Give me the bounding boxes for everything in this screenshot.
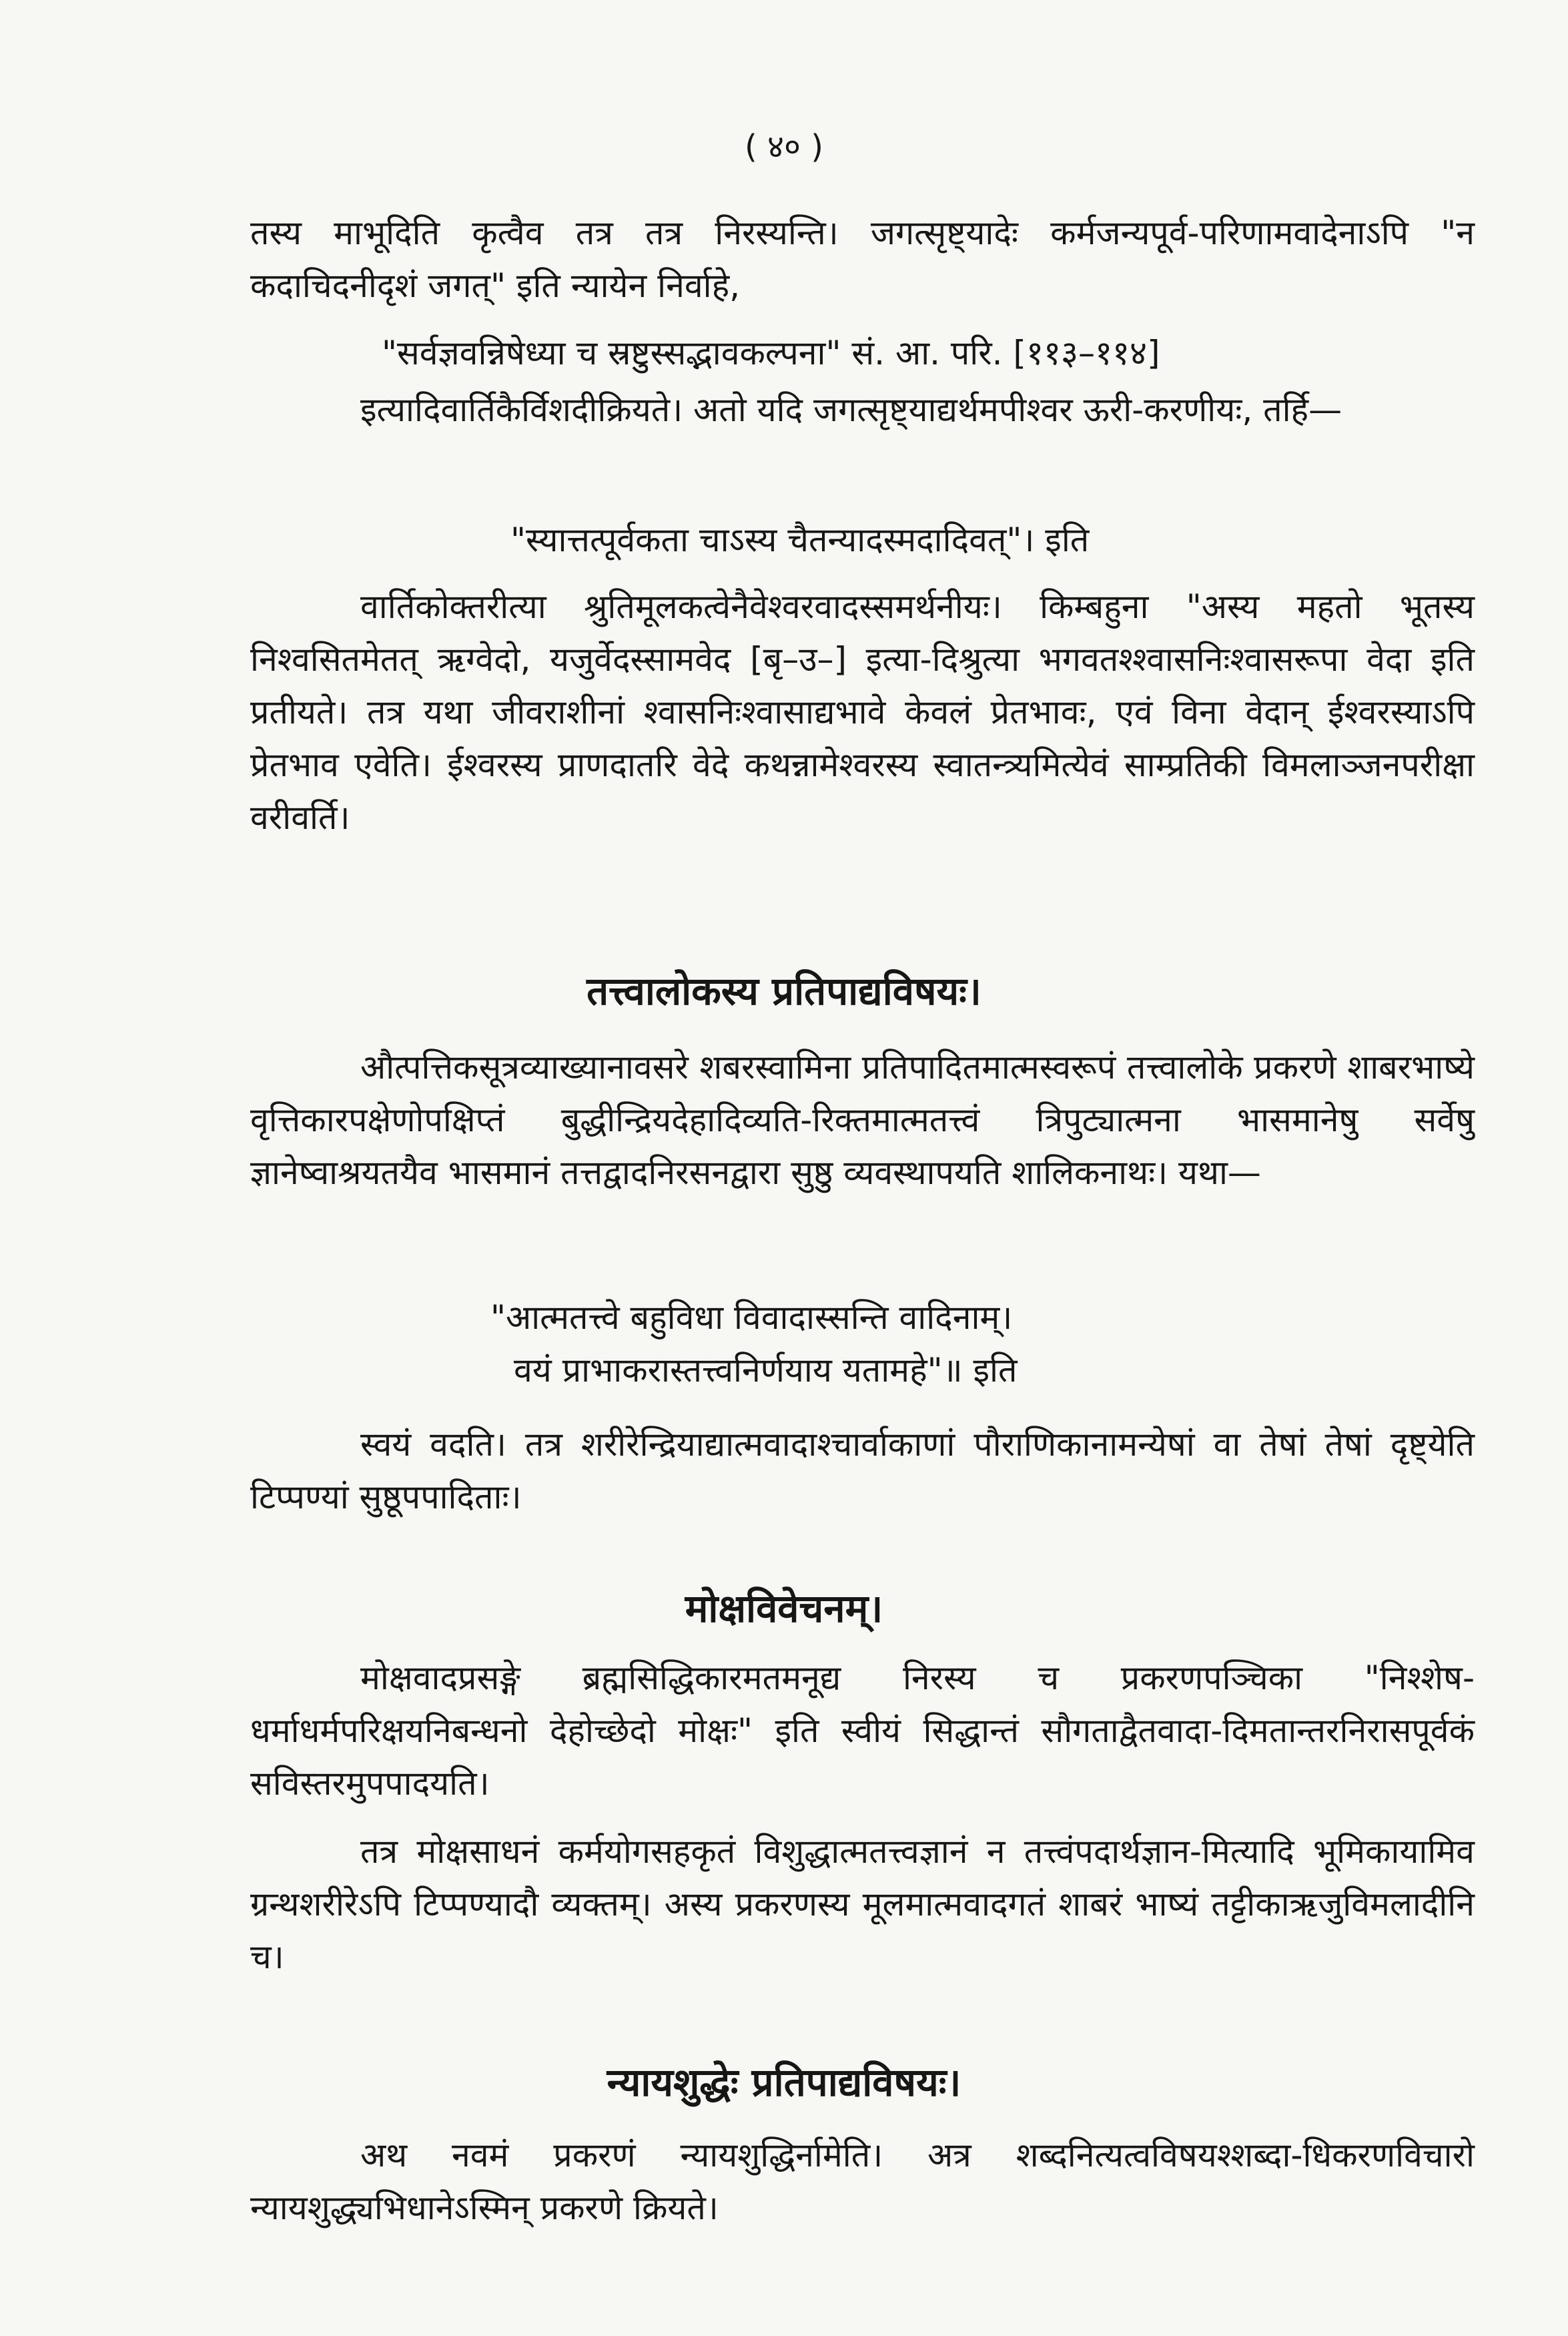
paragraph-5 bbox=[250, 1418, 1475, 1524]
paragraph-text: स्वयं वदति। तत्र शरीरेन्द्रियाद्यात्मवादाश्चार्वाकाणां पौराणिकानामन्येषां वा तेषां तेषां दृष्ट्येति टिप्पण्यां सुष्ठूपपादिताः। bbox=[250, 1425, 1475, 1516]
paragraph-3 bbox=[250, 581, 1475, 844]
paragraph-7 bbox=[250, 1825, 1475, 1984]
paragraph-1 bbox=[250, 207, 1475, 312]
paragraph-2 bbox=[250, 384, 1475, 436]
paragraph-8 bbox=[250, 2129, 1475, 2235]
paragraph-text: औत्पत्तिकसूत्रव्याख्यानावसरे शबरस्वामिना प्रतिपादितमात्मस्वरूपं तत्त्वालोके प्रकरणे शाबरभाष्ये वृत्तिकारपक्षेणोपक्षिप्तं बुद्धीन्द्रियदेहादिव्यति-रिक्तमात्मतत्त्वं त्रिपुट्यात्मना भासमानेषु सर्वेषु ज्ञानेष्वाश्रयतयैव भासमानं तत्तद्वादनिरसनद्वारा सुष्ठु व्यवस्थापयति शालिकनाथः। यथा— bbox=[250, 1048, 1475, 1192]
paragraph-text: मोक्षवादप्रसङ्गे ब्रह्मसिद्धिकारमतमनूद्य निरस्य च प्रकरणपञ्चिका "निश्शेष-धर्माधर्मपरिक्षयनिबन्धनो देहोच्छेदो मोक्षः" इति स्वीयं सिद्धान्तं सौगताद्वैतवादा-दिमतान्तरनिरासपूर्वकं सविस्तरमुपपादयति। bbox=[250, 1659, 1475, 1803]
section-heading-tattvaloka: तत्त्वालोकस्य प्रतिपाद्यविषयः। bbox=[586, 968, 982, 1014]
paragraph-text: तत्र मोक्षसाधनं कर्मयोगसहकृतं विशुद्धात्मतत्त्वज्ञानं न तत्त्वंपदार्थज्ञान-मित्यादि भूमिकायामिव ग्रन्थशरीरेऽपि टिप्पण्यादौ व्यक्तम्। अस्य प्रकरणस्य मूलमात्मवादगतं शाबरं भाष्यं तट्टीकाऋजुविमलादीनि च। bbox=[250, 1832, 1475, 1976]
section-heading-moksha: मोक्षविवेचनम्। bbox=[685, 1586, 883, 1631]
verse-line-1: "आत्मतत्त्वे बहुविधा विवादास्सन्ति वादिनाम्। bbox=[490, 1298, 1013, 1337]
paragraph-text: अथ नवमं प्रकरणं न्यायशुद्धिर्नामेति। अत्र शब्दनित्यत्वविषयश्शब्दा-धिकरणविचारो न्यायशुद्ध्यभिधानेऽस्मिन् प्रकरणे क्रियते। bbox=[250, 2136, 1475, 2227]
verse-atmatattva bbox=[490, 1291, 1017, 1397]
paragraph-text: वार्तिकोक्तरीत्या श्रुतिमूलकत्वेनैवेश्वरवादस्समर्थनीयः। किम्बहुना "अस्य महतो भूतस्य निश्वसितमेतत् ऋग्वेदो, यजुर्वेदस्सामवेद [बृ–उ–] इत्या-दिश्रुत्या भगवतश्श्वासनिःश्वासरूपा वेदा इति प्रतीयते। तत्र यथा जीवराशीनां श्वासनिःश्वासाद्यभावे केवलं प्रेतभावः, एवं विना वेदान् ईश्वरस्याऽपि प्रेतभाव एवेति। ईश्वरस्य प्राणदातरि वेदे कथन्नामेश्वरस्य स्वातन्त्र्यमित्येवं साम्प्रतिकी विमलाञ्जनपरीक्षा वरीवर्ति। bbox=[250, 587, 1475, 837]
verse-line-2: वयं प्राभाकरास्तत्त्वनिर्णयाय यतामहे"॥ इति bbox=[514, 1351, 1018, 1390]
section-heading-nyayashuddhi: न्यायशुद्धेः प्रतिपाद्यविषयः। bbox=[607, 2060, 961, 2105]
paragraph-text: इत्यादिवार्तिकैर्विशदीक्रियते। अतो यदि जगत्सृष्ट्याद्यर्थमपीश्वर ऊरी-करणीयः, तर्हि— bbox=[360, 390, 1342, 429]
paragraph-4 bbox=[250, 1041, 1475, 1199]
quote-sarvajna: "सर्वज्ञवन्निषेध्या च स्रष्टुस्सद्भावकल्पना" सं. आ. परि. [११३–११४] bbox=[382, 334, 1160, 372]
quote-syat: "स्यात्तत्पूर्वकता चाऽस्य चैतन्यादस्मदादिवत्"। इति bbox=[510, 521, 1090, 559]
paragraph-text: तस्य माभूदिति कृत्वैव तत्र तत्र निरस्यन्ति। जगत्सृष्ट्यादेः कर्मजन्यपूर्व-परिणामवादेनाऽपि "न कदाचिदनीदृशं जगत्" इति न्यायेन निर्वाहे, bbox=[250, 214, 1475, 305]
paragraph-6 bbox=[250, 1652, 1475, 1810]
page-number: ( ४० ) bbox=[745, 128, 823, 166]
